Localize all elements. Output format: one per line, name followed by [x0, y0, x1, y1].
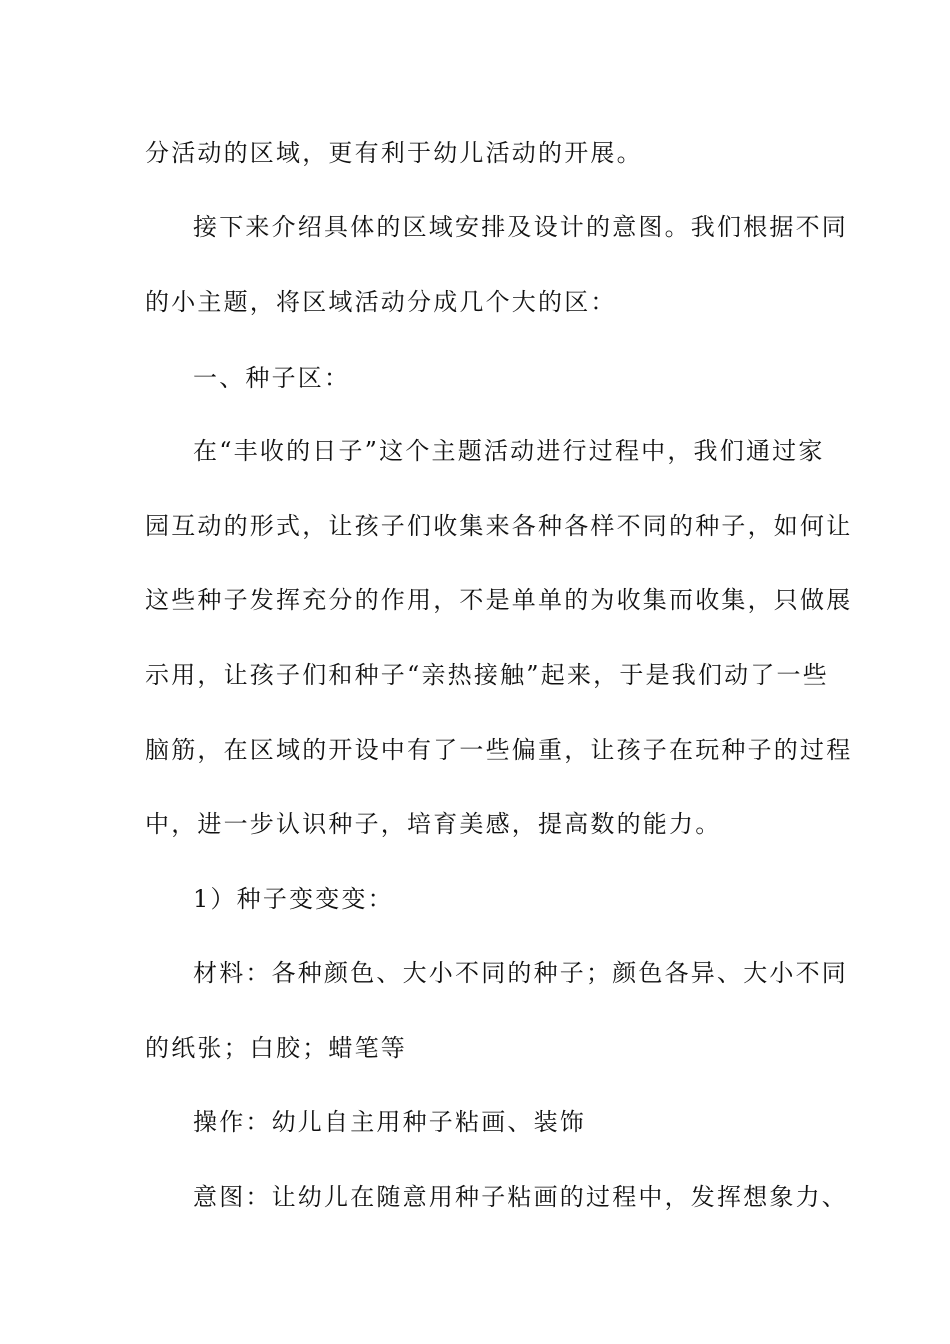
text-line: 分活动的区域，更有利于幼儿活动的开展。: [145, 139, 643, 167]
text-line: 中，进一步认识种子，培育美感，提高数的能力。: [145, 810, 722, 838]
subsection-heading: 1）种子变变变：: [193, 885, 394, 913]
text-line: 的小主题，将区域活动分成几个大的区：: [145, 288, 617, 316]
paragraph-line: 操作：幼儿自主用种子粘画、装饰: [193, 1108, 586, 1136]
section-heading: 一、种子区：: [193, 364, 351, 392]
text-line: 园互动的形式，让孩子们收集来各种各样不同的种子，如何让: [145, 512, 853, 540]
text-line: 脑筋，在区域的开设中有了一些偏重，让孩子在玩种子的过程: [145, 736, 853, 764]
paragraph-line: 意图：让幼儿在随意用种子粘画的过程中，发挥想象力、: [193, 1183, 848, 1211]
text-line: 示用，让孩子们和种子“亲热接触”起来，于是我们动了一些: [145, 661, 829, 689]
text-line: 这些种子发挥充分的作用，不是单单的为收集而收集，只做展: [145, 586, 853, 614]
paragraph-line: 在“丰收的日子”这个主题活动进行过程中，我们通过家: [193, 437, 825, 465]
text-line: 的纸张；白胶；蜡笔等: [145, 1034, 407, 1062]
paragraph-line: 材料：各种颜色、大小不同的种子；颜色各异、大小不同: [193, 959, 848, 987]
paragraph-line: 接下来介绍具体的区域安排及设计的意图。我们根据不同: [193, 213, 848, 241]
